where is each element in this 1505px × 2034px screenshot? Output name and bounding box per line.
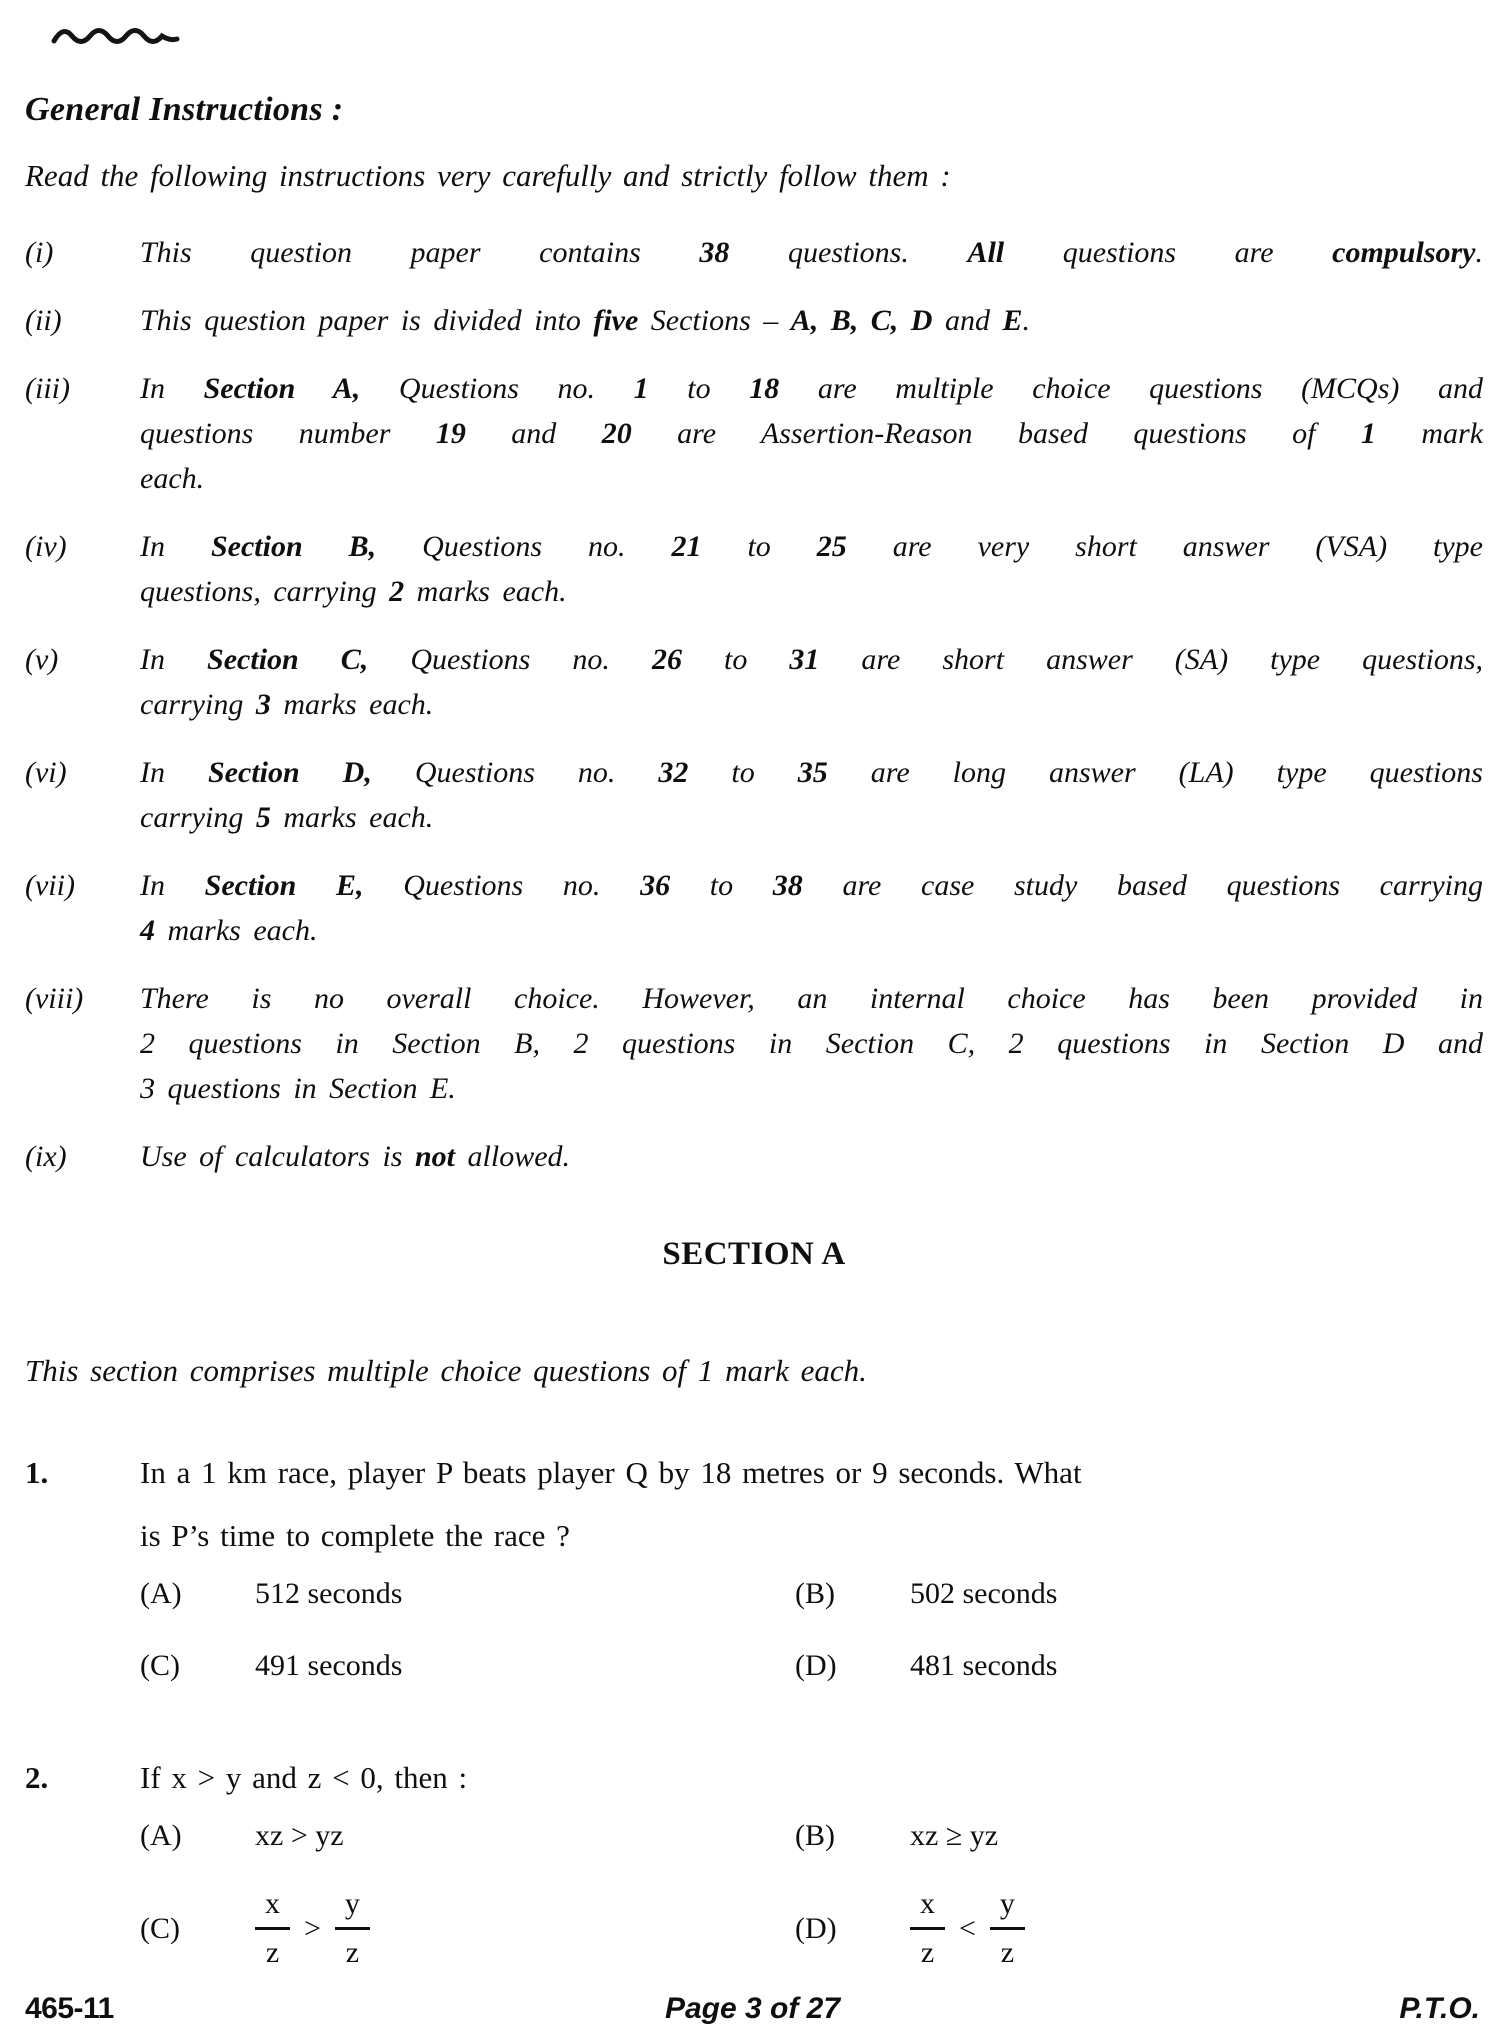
option-label: (C) <box>140 1912 180 1945</box>
instruction-text <box>140 863 1483 953</box>
fraction-expression <box>910 1885 1025 1972</box>
instruction-label: (iv) <box>25 530 67 563</box>
instruction-label: (vi) <box>25 756 67 789</box>
text-line: In Section D, Questions no. 32 to 35 are long answer (LA) type questions <box>140 756 1483 789</box>
instruction-label: (viii) <box>25 982 84 1015</box>
fraction-denominator: z <box>920 1936 935 1969</box>
text-line: questions, carrying 2 marks each. <box>140 575 567 608</box>
instruction-label: (vii) <box>25 869 75 902</box>
text-line: This question paper contains 38 questions. All questions are compulsory. <box>140 236 1483 269</box>
instruction-text <box>140 230 1483 275</box>
fraction-numerator: y <box>990 1885 1025 1930</box>
question-2-body <box>140 1746 1483 1972</box>
instruction-text <box>140 750 1483 840</box>
fraction-numerator: y <box>335 1885 370 1930</box>
option-text: xz > yz <box>255 1819 344 1852</box>
question-1-text-line: is P’s time to complete the race ? <box>140 1518 570 1553</box>
question-2 <box>25 1746 1483 1972</box>
instructions-intro: Read the following instructions very carefully and strictly follow them : <box>25 158 951 193</box>
fraction <box>255 1885 290 1972</box>
instruction-item-i <box>25 230 1483 275</box>
text-line: each. <box>140 462 205 495</box>
pto-label: P.T.O. <box>1399 1992 1480 2025</box>
question-1-body <box>140 1441 1483 1688</box>
section-a-subtitle: This section comprises multiple choice questions of 1 mark each. <box>25 1353 867 1388</box>
text-line: In Section C, Questions no. 26 to 31 are short answer (SA) type questions, <box>140 643 1484 676</box>
section-a-title: SECTION A <box>662 1236 846 1272</box>
fraction-numerator: x <box>910 1885 945 1930</box>
question-2-option-b <box>795 1813 1483 1858</box>
instruction-label: (i) <box>25 236 54 269</box>
text-line: In Section E, Questions no. 36 to 38 are case study based questions carrying <box>140 869 1483 902</box>
option-text: 491 seconds <box>255 1649 403 1682</box>
question-2-number: 2. <box>25 1760 49 1795</box>
instruction-item-iv <box>25 524 1483 614</box>
option-label: (B) <box>795 1819 835 1852</box>
fraction-numerator: x <box>255 1885 290 1930</box>
instruction-label: (iii) <box>25 372 70 405</box>
option-label: (A) <box>140 1819 182 1852</box>
instruction-label: (v) <box>25 643 59 676</box>
instruction-item-iii <box>25 366 1483 501</box>
question-1-options <box>140 1571 1483 1688</box>
text-line: questions number 19 and 20 are Assertion-Reason based questions of 1 mark <box>140 417 1484 450</box>
fraction-denominator: z <box>265 1936 280 1969</box>
question-1-option-b <box>795 1571 1483 1616</box>
fraction <box>335 1885 370 1972</box>
page-footer <box>25 1986 1480 2026</box>
fraction <box>910 1885 945 1972</box>
option-text: xz ≥ yz <box>910 1819 999 1852</box>
text-line: carrying 5 marks each. <box>140 801 434 834</box>
relation-symbol: > <box>304 1911 321 1945</box>
question-1-option-a <box>140 1571 795 1616</box>
question-1-option-d <box>795 1643 1483 1688</box>
question-1 <box>25 1441 1483 1688</box>
question-2-options <box>140 1813 1483 1972</box>
instruction-item-ix <box>25 1134 1483 1179</box>
instruction-item-viii <box>25 976 1483 1111</box>
question-1-text-line: In a 1 km race, player P beats player Q by 18 metres or 9 seconds. What <box>140 1455 1082 1490</box>
text-line: There is no overall choice. However, an internal choice has been provided in <box>140 982 1483 1015</box>
question-2-option-d <box>795 1885 1483 1972</box>
instruction-text <box>140 1134 1483 1179</box>
option-text: 502 seconds <box>910 1577 1058 1610</box>
option-text: 481 seconds <box>910 1649 1058 1682</box>
text-line: carrying 3 marks each. <box>140 688 434 721</box>
text-line: In Section A, Questions no. 1 to 18 are multiple choice questions (MCQs) and <box>140 372 1484 405</box>
instruction-text <box>140 637 1483 727</box>
question-2-option-c <box>140 1885 795 1972</box>
option-label: (D) <box>795 1649 837 1682</box>
option-label: (B) <box>795 1577 835 1610</box>
instructions-list <box>25 230 1483 1179</box>
instruction-label: (ii) <box>25 304 62 337</box>
question-1-option-c <box>140 1643 795 1688</box>
question-2-option-a <box>140 1813 795 1858</box>
text-line: Use of calculators is not allowed. <box>140 1140 571 1173</box>
page-content <box>0 22 1505 1972</box>
option-label: (C) <box>140 1649 180 1682</box>
instruction-item-vii <box>25 863 1483 953</box>
instruction-item-ii <box>25 298 1483 343</box>
option-text: 512 seconds <box>255 1577 403 1610</box>
page-number: Page 3 of 27 <box>664 1992 841 2025</box>
text-line: 2 questions in Section B, 2 questions in Section C, 2 questions in Section D and <box>140 1027 1483 1060</box>
text-line: In Section B, Questions no. 21 to 25 are very short answer (VSA) type <box>140 530 1483 563</box>
text-line: This question paper is divided into five Sections – A, B, C, D and E. <box>140 304 1030 337</box>
fraction-expression <box>255 1885 370 1972</box>
instruction-text <box>140 366 1483 501</box>
fraction-denominator: z <box>1000 1936 1015 1969</box>
instruction-item-vi <box>25 750 1483 840</box>
question-1-number: 1. <box>25 1455 49 1490</box>
instruction-label: (ix) <box>25 1140 67 1173</box>
option-label: (D) <box>795 1912 837 1945</box>
wavy-mark-icon <box>50 22 184 50</box>
fraction <box>990 1885 1025 1972</box>
instruction-text <box>140 976 1483 1111</box>
option-label: (A) <box>140 1577 182 1610</box>
instruction-item-v <box>25 637 1483 727</box>
instruction-text <box>140 298 1483 343</box>
relation-symbol: < <box>959 1911 976 1945</box>
instruction-text <box>140 524 1483 614</box>
fraction-denominator: z <box>345 1936 360 1969</box>
paper-code: 465-11 <box>25 1992 114 2025</box>
text-line: 3 questions in Section E. <box>140 1072 456 1105</box>
general-instructions-heading: General Instructions : <box>25 91 344 128</box>
text-line: 4 marks each. <box>140 914 318 947</box>
question-2-text-line: If x > y and z < 0, then : <box>140 1760 468 1795</box>
